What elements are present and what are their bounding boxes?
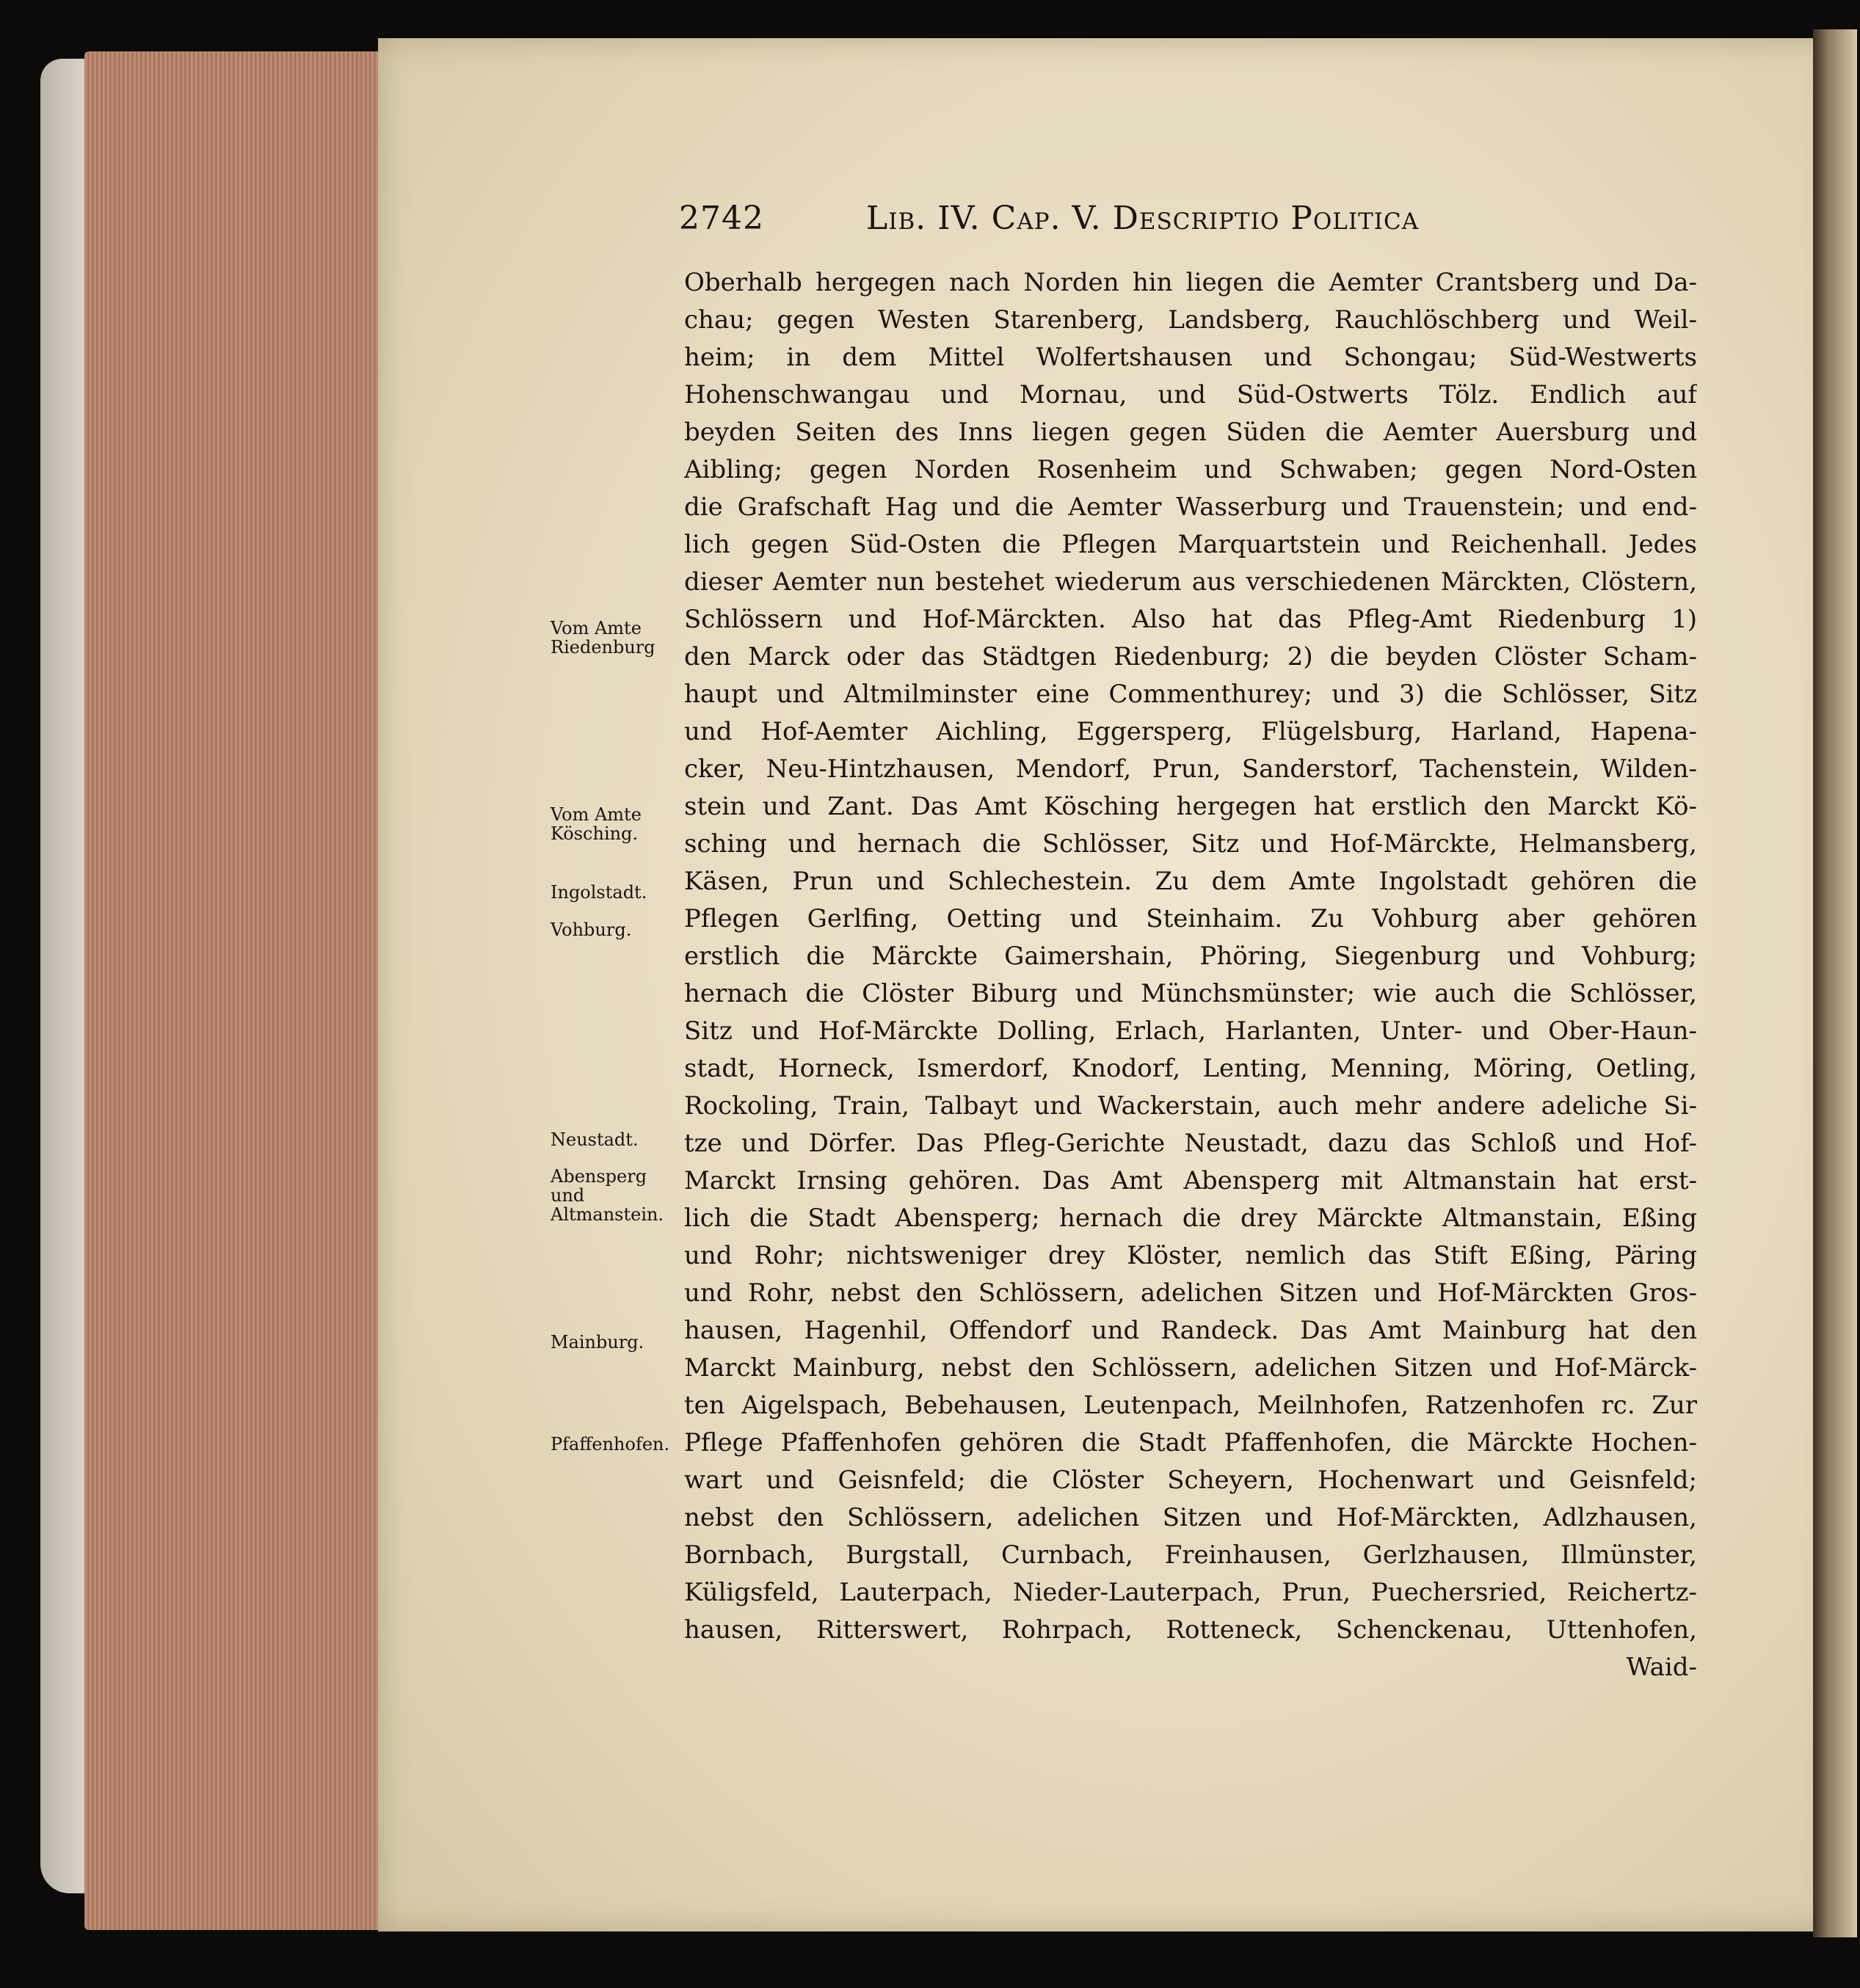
margin-note-vohburg: Vohburg. xyxy=(551,920,632,940)
text-line: Bornbach, Burgstall, Curnbach, Freinhausen, Gerlzhausen, Illmünster, xyxy=(684,1540,1697,1570)
text-line: lich gegen Süd-Osten die Pflegen Marquartstein und Reichenhall. Jedes xyxy=(684,530,1697,559)
text-line: beyden Seiten des Inns liegen gegen Süden die Aemter Auersburg und xyxy=(684,418,1697,447)
text-line: stein und Zant. Das Amt Kösching hergegen hat erstlich den Marckt Kö- xyxy=(684,792,1697,821)
text-line: heim; in dem Mittel Wolfertshausen und Schongau; Süd-Westwerts xyxy=(684,343,1697,372)
text-line: ten Aigelspach, Bebehausen, Leutenpach, Meilnhofen, Ratzenhofen rc. Zur xyxy=(684,1391,1697,1420)
margin-note-pfaffenhofen: Pfaffenhofen. xyxy=(551,1434,670,1454)
text-line: Käsen, Prun und Schlechestein. Zu dem Amte Ingolstadt gehören die xyxy=(684,867,1697,896)
text-line: Hohenschwangau und Mornau, und Süd-Ostwerts Tölz. Endlich auf xyxy=(684,380,1697,409)
text-line: Küligsfeld, Lauterpach, Nieder-Lauterpach, Prun, Puechersried, Reichertz- xyxy=(684,1578,1697,1607)
main-text-block xyxy=(684,264,1697,1686)
text-line: cker, Neu-Hintzhausen, Mendorf, Prun, Sanderstorf, Tachenstein, Wilden- xyxy=(684,754,1697,784)
text-line: hausen, Hagenhil, Offendorf und Randeck. Das Amt Mainburg hat den xyxy=(684,1316,1697,1345)
margin-note-abensperg: Abensperg und Altmanstein. xyxy=(551,1166,664,1225)
text-line: Marckt Irnsing gehören. Das Amt Abensperg mit Altmanstain hat erst- xyxy=(684,1166,1697,1195)
text-line: haupt und Altmilminster eine Commenthurey; und 3) die Schlösser, Sitz xyxy=(684,680,1697,709)
margin-note-riedenburg: Vom Amte Riedenburg xyxy=(551,618,655,658)
book-gutter xyxy=(1813,29,1857,1937)
text-line: Waid- xyxy=(1626,1653,1697,1682)
text-line: stadt, Horneck, Ismerdorf, Knodorf, Lenting, Menning, Möring, Oetling, xyxy=(684,1054,1697,1083)
text-line: tze und Dörfer. Das Pfleg-Gerichte Neustadt, dazu das Schloß und Hof- xyxy=(684,1129,1697,1158)
text-line: Oberhalb hergegen nach Norden hin liegen die Aemter Crantsberg und Da- xyxy=(684,268,1697,297)
text-line: die Grafschaft Hag und die Aemter Wasserburg und Trauenstein; und end- xyxy=(684,492,1697,522)
text-line: Sitz und Hof-Märckte Dolling, Erlach, Harlanten, Unter- und Ober-Haun- xyxy=(684,1016,1697,1046)
text-line: und Rohr, nebst den Schlössern, adelichen Sitzen und Hof-Märckten Gros- xyxy=(684,1278,1697,1308)
text-line: nebst den Schlössern, adelichen Sitzen und Hof-Märckten, Adlzhausen, xyxy=(684,1503,1697,1532)
text-line: den Marck oder das Städtgen Riedenburg; 2) die beyden Clöster Scham- xyxy=(684,642,1697,671)
text-line: chau; gegen Westen Starenberg, Landsberg, Rauchlöschberg und Weil- xyxy=(684,305,1697,335)
text-line: hausen, Ritterswert, Rohrpach, Rotteneck, Schenckenau, Uttenhofen, xyxy=(684,1615,1697,1645)
text-line: Aibling; gegen Norden Rosenheim und Schwaben; gegen Nord-Osten xyxy=(684,455,1697,484)
page-block-edge xyxy=(84,51,378,1930)
text-line: sching und hernach die Schlösser, Sitz und Hof-Märckte, Helmansberg, xyxy=(684,829,1697,859)
text-line: und Hof-Aemter Aichling, Eggersperg, Flügelsburg, Harland, Hapena- xyxy=(684,717,1697,746)
page-header xyxy=(679,200,1523,244)
margin-note-mainburg: Mainburg. xyxy=(551,1332,644,1352)
page-number: 2742 xyxy=(679,200,764,237)
text-line: Marckt Mainburg, nebst den Schlössern, adelichen Sitzen und Hof-Märck- xyxy=(684,1353,1697,1383)
text-line: Pflege Pfaffenhofen gehören die Stadt Pfaffenhofen, die Märckte Hochen- xyxy=(684,1428,1697,1457)
margin-note-ingolstadt: Ingolstadt. xyxy=(551,882,647,903)
text-line: lich die Stadt Abensperg; hernach die drey Märckte Altmanstain, Eßing xyxy=(684,1204,1697,1233)
text-line: dieser Aemter nun bestehet wiederum aus verschiedenen Märckten, Clöstern, xyxy=(684,567,1697,597)
text-line: Schlössern und Hof-Märckten. Also hat das Pfleg-Amt Riedenburg 1) xyxy=(684,605,1697,634)
text-line: erstlich die Märckte Gaimershain, Phöring, Siegenburg und Vohburg; xyxy=(684,942,1697,971)
text-line: und Rohr; nichtsweniger drey Klöster, nemlich das Stift Eßing, Päring xyxy=(684,1241,1697,1270)
margin-note-neustadt: Neustadt. xyxy=(551,1129,639,1150)
running-title: Lib. IV. Cap. V. Descriptio Politica xyxy=(866,200,1420,237)
text-line: Rockoling, Train, Talbayt und Wackerstain, auch mehr andere adeliche Si- xyxy=(684,1091,1697,1121)
margin-note-koesching: Vom Amte Kösching. xyxy=(551,804,642,844)
text-line: hernach die Clöster Biburg und Münchsmünster; wie auch die Schlösser, xyxy=(684,979,1697,1008)
text-line: wart und Geisnfeld; die Clöster Scheyern, Hochenwart und Geisnfeld; xyxy=(684,1465,1697,1495)
text-line: Pflegen Gerlfing, Oetting und Steinhaim. Zu Vohburg aber gehören xyxy=(684,904,1697,933)
